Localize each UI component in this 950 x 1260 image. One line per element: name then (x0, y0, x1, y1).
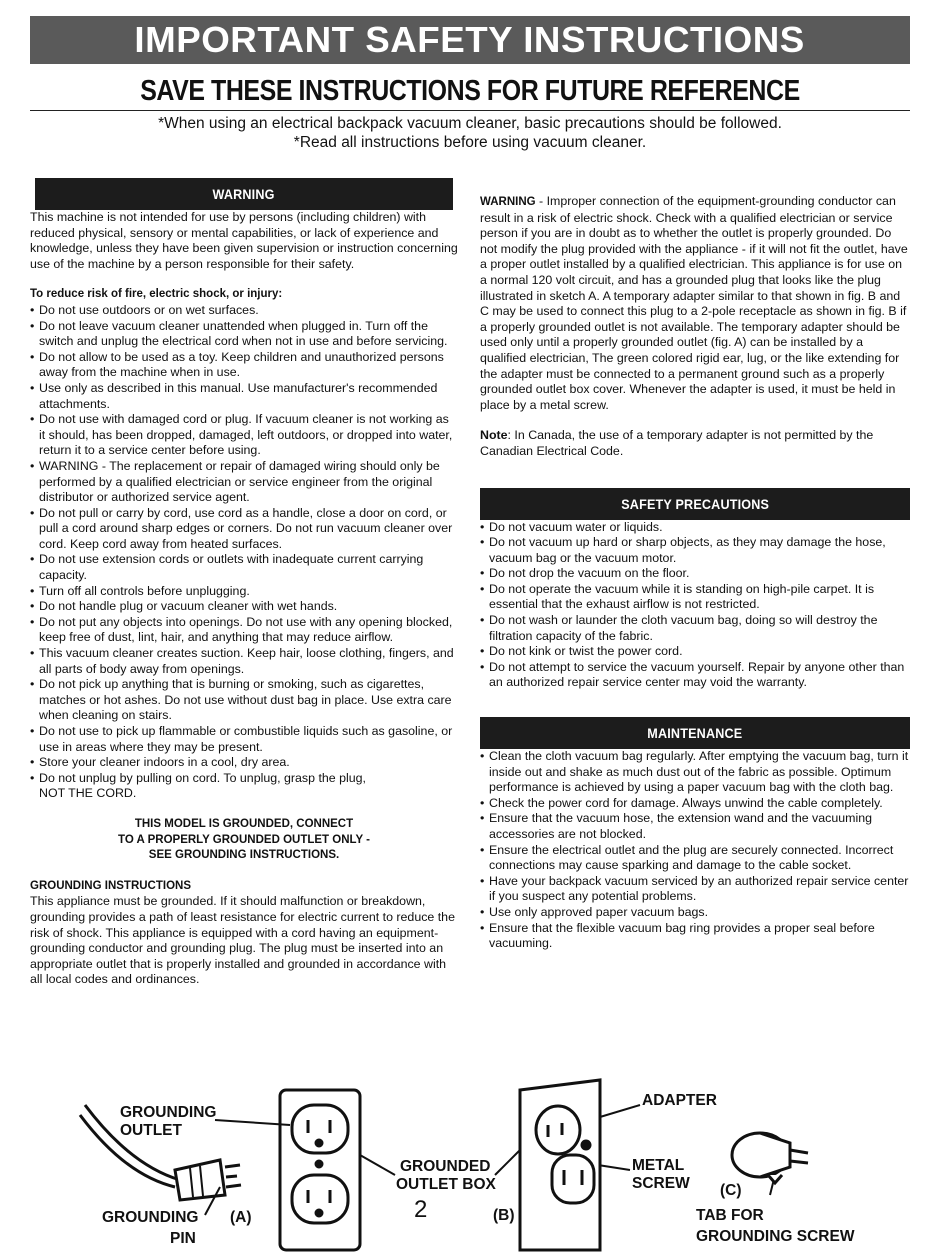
intro-line-1: *When using an electrical backpack vacuum cleaner, basic precautions should be followed. (158, 115, 782, 132)
note-text: : In Canada, the use of a temporary adapter is not permitted by the Canadian Electrical Code. (480, 428, 874, 458)
label-fig-c: (C) (720, 1182, 742, 1199)
grounding-diagram (40, 1075, 920, 1255)
label-fig-a: (A) (230, 1209, 252, 1226)
warning-intro: This machine is not intended for use by persons (including children) with reduced physical, sensory or mental capabilities, or lack of experience and knowledge, unless they have been given supervision or instruction concerning use of the machine by a person responsible for their safety. (30, 210, 458, 271)
canada-note (480, 428, 910, 459)
last-item-line-1: Do not unplug by pulling on cord. To unplug, grasp the plug, (39, 770, 366, 785)
label-metal-screw-2: SCREW (632, 1175, 690, 1192)
outlet-a (280, 1090, 360, 1250)
list-item: • Use only as described in this manual. Use manufacturer's recommended attachments. (30, 381, 458, 412)
adapter-c (732, 1133, 808, 1183)
right-column (480, 194, 910, 952)
list-item: • Ensure the electrical outlet and the plug are securely connected. Incorrect connections may cause sparking and damage to the cable socket. (480, 843, 910, 874)
warning-subheading: To reduce risk of fire, electric shock, or injury: (30, 288, 283, 301)
list-item: • Do not use outdoors or on wet surfaces. (30, 303, 458, 319)
warning-heading-text: WARNING (212, 186, 276, 202)
grounded-notice-3: SEE GROUNDING INSTRUCTIONS. (148, 849, 340, 862)
list-item: • Do not put any objects into openings. Do not use with any opening blocked, keep free of dust, lint, hair, and anything that may reduce airflow. (30, 615, 458, 646)
label-fig-b: (B) (493, 1207, 515, 1224)
safety-precautions-list (480, 520, 910, 692)
list-item: • Ensure that the flexible vacuum bag ring provides a proper seal before vacuuming. (480, 921, 910, 952)
list-item: • Do not attempt to service the vacuum yourself. Repair by anyone other than an authorized repair service center may void the warranty. (480, 660, 910, 691)
label-grounding-pin-2: PIN (170, 1230, 196, 1247)
label-adapter: ADAPTER (642, 1092, 717, 1109)
grounding-heading: GROUNDING INSTRUCTIONS (30, 879, 191, 892)
label-grounded-box-2: OUTLET BOX (396, 1176, 496, 1193)
list-item: • Turn off all controls before unplugging. (30, 584, 458, 600)
list-item: • Do not use with damaged cord or plug. If vacuum cleaner is not working as it should, has been dropped, damaged, left outdoors, or dropped into water, return it to a service center before using. (30, 412, 458, 459)
list-item: • Do not pull or carry by cord, use cord as a handle, close a door on cord, or pull a cord around sharp edges or corners. Do not run vacuum cleaner over cord. Keep cord away from heated surfaces. (30, 506, 458, 553)
intro-text (30, 114, 910, 152)
maintenance-list (480, 749, 910, 952)
grounded-notice-2: TO A PROPERLY GROUNDED OUTLET ONLY - (118, 833, 370, 846)
note-label: Note (480, 428, 508, 443)
grounding-text: This appliance must be grounded. If it should malfunction or breakdown, grounding provides a path of least resistance for electric current to reduce the risk of shock. This appliance is equipped with a cord having an equipment-grounding conductor and grounding plug. The plug must be inserted into an appropriate outlet that is properly installed and grounded in accordance with all local codes and ordinances. (30, 894, 455, 987)
grounding-warning-label: WARNING (480, 196, 536, 208)
safety-precautions-heading-text: SAFETY PRECAUTIONS (621, 495, 769, 512)
maintenance-heading-text: MAINTENANCE (647, 725, 743, 742)
intro-line-2: *Read all instructions before using vacuum cleaner. (293, 134, 647, 151)
list-item (30, 771, 458, 802)
list-item: • Check the power cord for damage. Always unwind the cable completely. (480, 796, 910, 812)
list-item: • Do not allow to be used as a toy. Keep children and unauthorized persons away from the machine when in use. (30, 350, 458, 381)
list-item: • Do not pick up anything that is burning or smoking, such as cigarettes, matches or hot ashes. Do not use without dust bag in place. Use extra care when cleaning on stairs. (30, 677, 458, 724)
outlet-b (520, 1080, 600, 1250)
list-item: • This vacuum cleaner creates suction. Keep hair, loose clothing, fingers, and all parts of body away from openings. (30, 646, 458, 677)
title-banner (30, 16, 910, 64)
divider (30, 110, 910, 111)
list-item: • Do not kink or twist the power cord. (480, 644, 910, 660)
list-item: • Store your cleaner indoors in a cool, dry area. (30, 755, 458, 771)
outlet-diagram-illustration (40, 1075, 920, 1255)
list-item: • Do not leave vacuum cleaner unattended when plugged in. Turn off the switch and unplug the electrical cord when not in use and before servicing. (30, 319, 458, 350)
page-title: IMPORTANT SAFETY INSTRUCTIONS (134, 19, 806, 60)
list-item: • WARNING - The replacement or repair of damaged wiring should only be performed by a qualified electrician or service engineer from the original distributor or authorized service agent. (30, 459, 458, 506)
label-tab-2: GROUNDING SCREW (696, 1228, 855, 1245)
list-item: • Ensure that the vacuum hose, the extension wand and the vacuuming accessories are not blocked. (480, 811, 910, 842)
maintenance-heading (480, 717, 910, 749)
left-column (30, 178, 458, 988)
list-item: • Do not handle plug or vacuum cleaner with wet hands. (30, 599, 458, 615)
label-grounding-outlet-1: GROUNDING (120, 1104, 217, 1121)
last-item-line-2: NOT THE CORD. (39, 786, 137, 801)
list-item: • Do not vacuum water or liquids. (480, 520, 910, 536)
list-item: • Do not vacuum up hard or sharp objects, as they may damage the hose, vacuum bag or the vacuum motor. (480, 535, 910, 566)
label-metal-screw-1: METAL (632, 1157, 685, 1174)
warning-list (30, 303, 458, 802)
label-grounding-pin-1: GROUNDING (102, 1209, 199, 1226)
list-item: • Use only approved paper vacuum bags. (480, 905, 910, 921)
grounding-warning (480, 194, 910, 413)
list-item: • Do not use extension cords or outlets with inadequate current carrying capacity. (30, 552, 458, 583)
grounding-warning-text: - Improper connection of the equipment-grounding conductor can result in a risk of electric shock. Check with a qualified electrician or service person if you are in doubt as to whether the outlet is properly grounded. Do not modify the plug provided with the appliance - if it will not fit the outlet, have a proper outlet installed by a qualified electrician. This appliance is for use on a normal 120 volt circuit, and has a grounded plug that looks like the plug illustrated in sketch A. A temporary adapter similar to that shown in fig. B and C may be used to connect this plug to a 2-pole receptacle as shown in fig. B if a properly grounded outlet is not available. The temporary adapter should be used only until a properly grounded outlet (fig. A) can be installed by a qualified electrician, The green colored rigid ear, lug, or the like extending for the adapter must be connected to a permanent ground such as a properly grounded outlet box cover. Whenever the adapter is used, it must be held in place by a metal screw. (480, 194, 908, 412)
label-grounded-box-1: GROUNDED (400, 1158, 491, 1175)
warning-heading (35, 178, 453, 210)
list-item: • Do not use to pick up flammable or combustible liquids such as gasoline, or use in areas where they may be present. (30, 724, 458, 755)
page-number: 2 (414, 1196, 428, 1223)
list-item: • Do not drop the vacuum on the floor. (480, 566, 910, 582)
label-tab-1: TAB FOR (696, 1207, 764, 1224)
label-grounding-outlet-2: OUTLET (120, 1122, 182, 1139)
grounded-notice-1: THIS MODEL IS GROUNDED, CONNECT (134, 817, 354, 830)
list-item: • Do not operate the vacuum while it is standing on high-pile carpet. It is essential that the exhaust airflow is not restricted. (480, 582, 910, 613)
list-item: • Clean the cloth vacuum bag regularly. After emptying the vacuum bag, turn it inside out and shake as much dust out of the fabric as possible. Optimum performance is achieved by using a paper vacuum bag with the cloth bag. (480, 749, 910, 796)
save-instructions-title: SAVE THESE INSTRUCTIONS FOR FUTURE REFERENCE (140, 75, 800, 107)
list-item: • Have your backpack vacuum serviced by an authorized repair service center if you suspect any potential problems. (480, 874, 910, 905)
safety-precautions-heading (480, 488, 910, 520)
list-item: • Do not wash or launder the cloth vacuum bag, doing so will destroy the filtration capacity of the fabric. (480, 613, 910, 644)
